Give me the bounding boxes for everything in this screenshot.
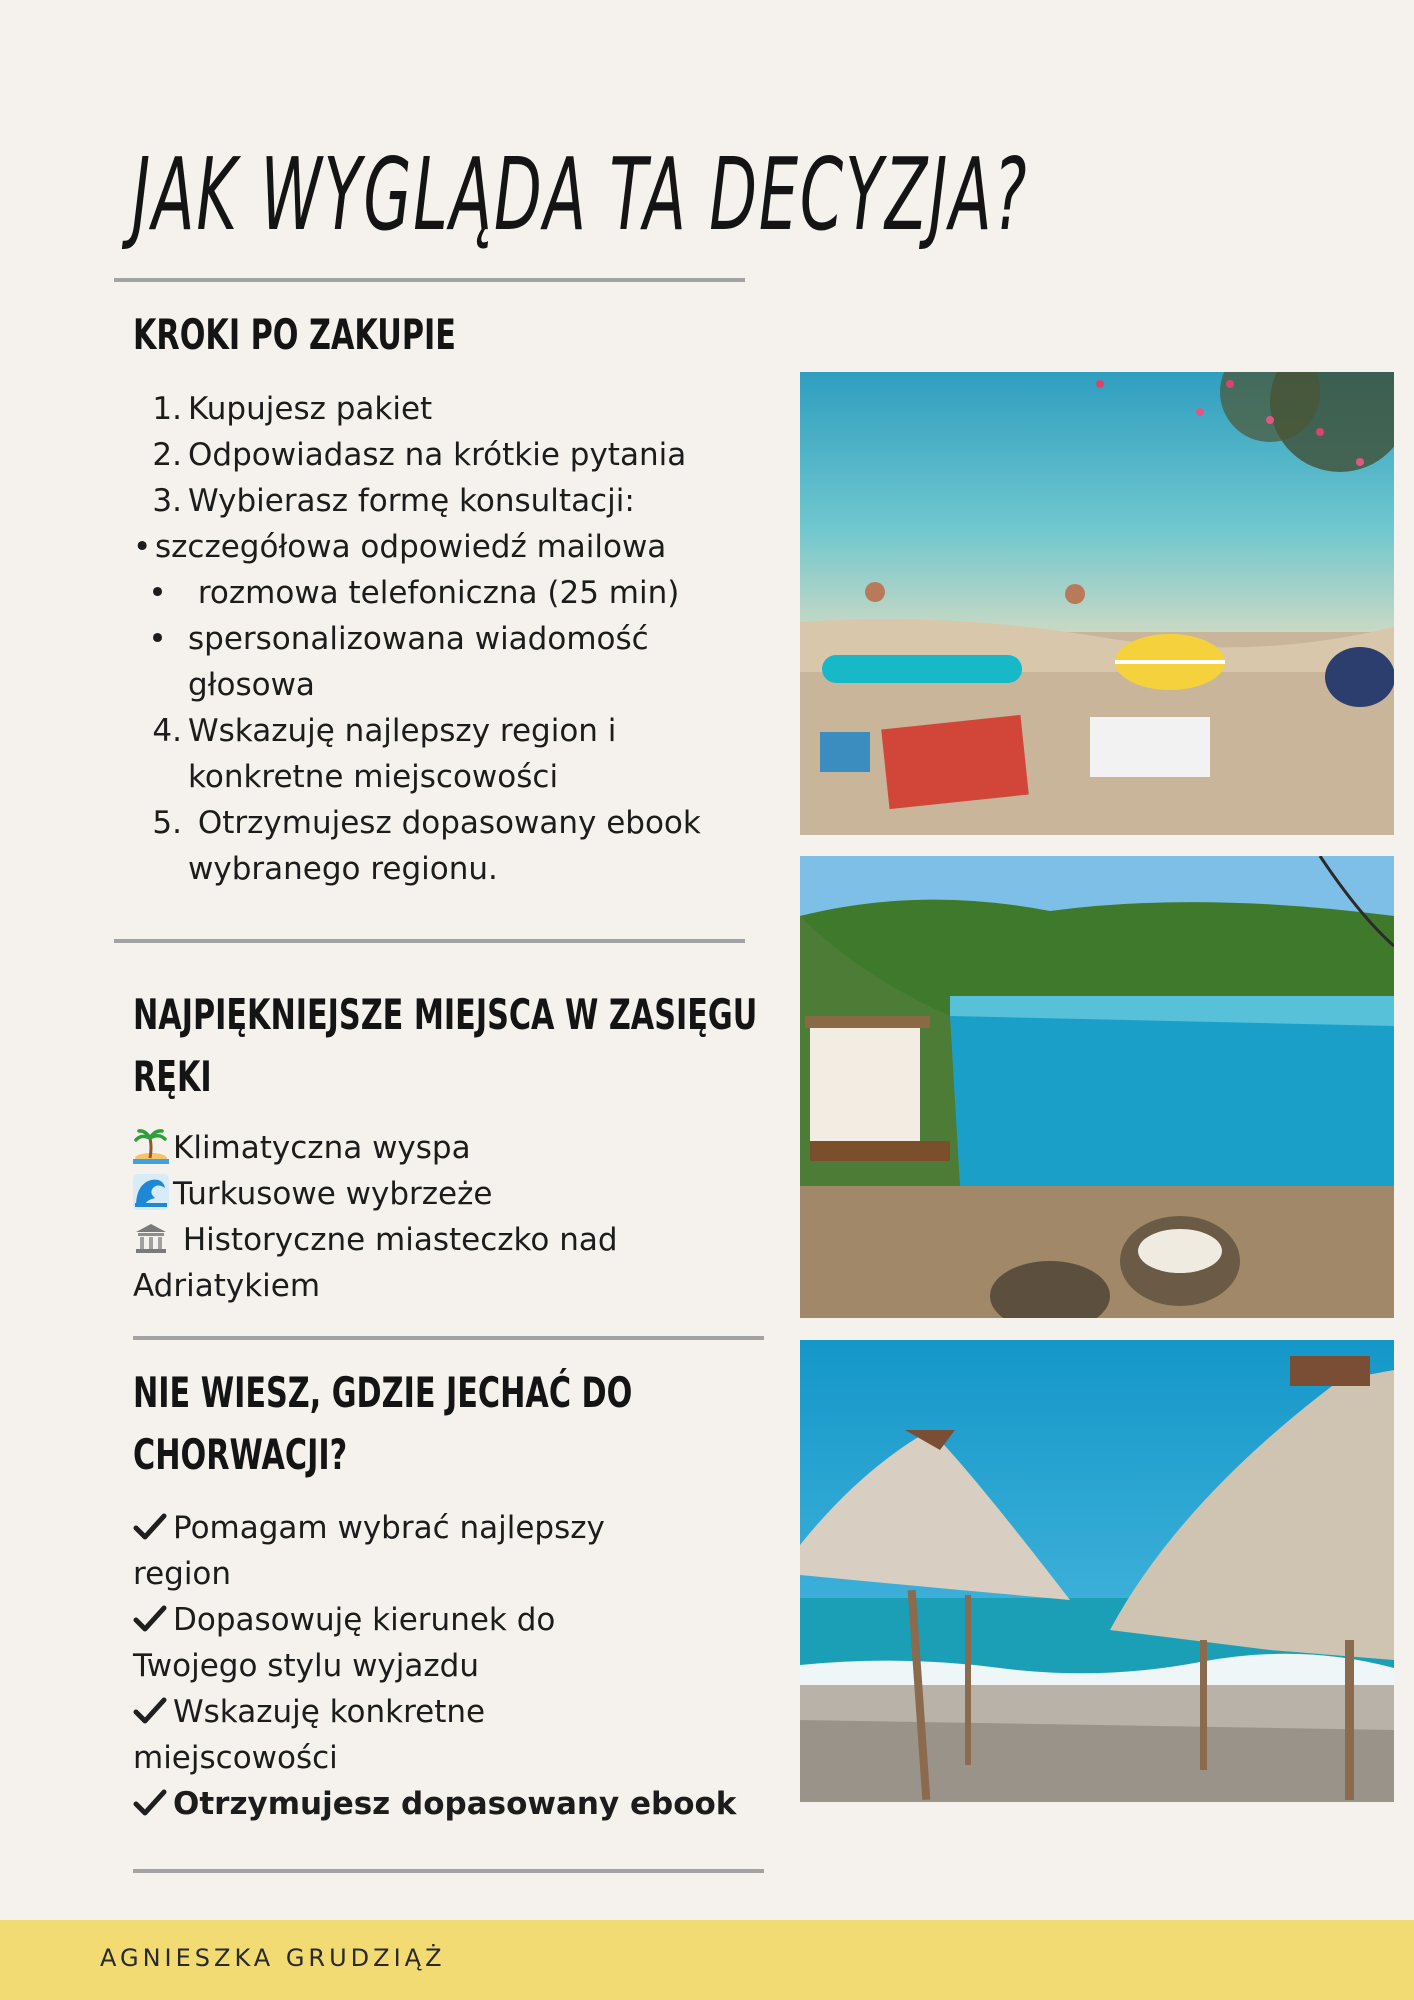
step-item (133, 708, 701, 754)
benefits-list (133, 1505, 736, 1827)
step-item (133, 662, 701, 708)
step-marker: 4. (152, 713, 182, 749)
place-label: Turkusowe wybrzeże (173, 1176, 493, 1212)
step-item (133, 800, 701, 846)
step-text: Kupujesz pakiet (188, 391, 433, 427)
benefit-line (133, 1735, 736, 1781)
section-heading-steps: KROKI PO ZAKUPIE (133, 310, 456, 359)
benefit-text: Twojego stylu wyjazdu (133, 1648, 479, 1684)
step-item (133, 754, 701, 800)
divider (133, 1869, 764, 1873)
step-text: Wskazuję najlepszy region i (188, 713, 617, 749)
checkmark-icon (133, 1696, 167, 1726)
step-text: szczegółowa odpowiedź mailowa (155, 529, 667, 565)
classical-building-icon (133, 1220, 169, 1256)
step-item (133, 478, 701, 524)
place-item (133, 1125, 618, 1171)
place-label: Klimatyczna wyspa (173, 1130, 471, 1166)
step-text: wybranego regionu. (188, 851, 498, 887)
wave-icon (133, 1174, 169, 1210)
step-item (133, 570, 701, 616)
benefit-line (133, 1781, 736, 1827)
step-item (133, 432, 701, 478)
step-marker: • (148, 621, 167, 657)
step-marker: 5. (152, 805, 182, 841)
checkmark-icon (133, 1604, 167, 1634)
place-label: Historyczne miasteczko nad (182, 1222, 618, 1258)
step-text: Otrzymujesz dopasowany ebook (188, 805, 701, 841)
section-heading-places (133, 984, 757, 1108)
page-title: JAK WYGLĄDA TA DECYZJA? (132, 136, 1029, 253)
checkmark-icon (133, 1512, 167, 1542)
place-item (133, 1171, 618, 1217)
heading-line: NIE WIESZ, GDZIE JECHAĆ DO (133, 1368, 633, 1417)
place-item (133, 1263, 618, 1309)
author-name: AGNIESZKA GRUDZIĄŻ (100, 1944, 446, 1972)
divider (114, 939, 745, 943)
section-heading-question (133, 1362, 632, 1486)
step-text: głosowa (188, 667, 315, 703)
place-item (133, 1217, 618, 1263)
step-item (133, 386, 701, 432)
step-marker: 3. (152, 483, 182, 519)
benefit-text: Pomagam wybrać najlepszy (173, 1510, 605, 1546)
divider (133, 1336, 764, 1340)
place-label: Adriatykiem (133, 1268, 321, 1304)
heading-line: RĘKI (133, 1052, 212, 1101)
bay-photo (800, 856, 1394, 1318)
places-list (133, 1125, 618, 1309)
step-marker: 1. (152, 391, 182, 427)
beach-photo (800, 372, 1394, 835)
footer (0, 1920, 1414, 2000)
divider (114, 278, 745, 282)
heading-line: CHORWACJI? (133, 1430, 348, 1479)
step-text: rozmowa telefoniczna (25 min) (188, 575, 680, 611)
step-item (133, 846, 701, 892)
benefit-line (133, 1689, 736, 1735)
umbrellas-photo (800, 1340, 1394, 1802)
benefit-text: miejscowości (133, 1740, 338, 1776)
benefit-line (133, 1643, 736, 1689)
step-item (133, 524, 701, 570)
benefit-line (133, 1597, 736, 1643)
benefit-text: Wskazuję konkretne (173, 1694, 486, 1730)
benefit-text: Otrzymujesz dopasowany ebook (173, 1786, 737, 1822)
benefit-text: Dopasowuję kierunek do (173, 1602, 556, 1638)
island-icon (133, 1128, 169, 1164)
step-text: Odpowiadasz na krótkie pytania (188, 437, 687, 473)
step-marker: • (133, 529, 152, 565)
benefit-line (133, 1505, 736, 1551)
heading-line: NAJPIĘKNIEJSZE MIEJSCA W ZASIĘGU (133, 990, 758, 1039)
step-text: spersonalizowana wiadomość (188, 621, 649, 657)
step-item (133, 616, 701, 662)
step-marker: • (148, 575, 167, 611)
step-text: Wybierasz formę konsultacji: (188, 483, 635, 519)
step-text: konkretne miejscowości (188, 759, 559, 795)
checkmark-icon (133, 1788, 167, 1818)
steps-list (133, 386, 701, 892)
benefit-text: region (133, 1556, 232, 1592)
benefit-line (133, 1551, 736, 1597)
step-marker: 2. (152, 437, 182, 473)
